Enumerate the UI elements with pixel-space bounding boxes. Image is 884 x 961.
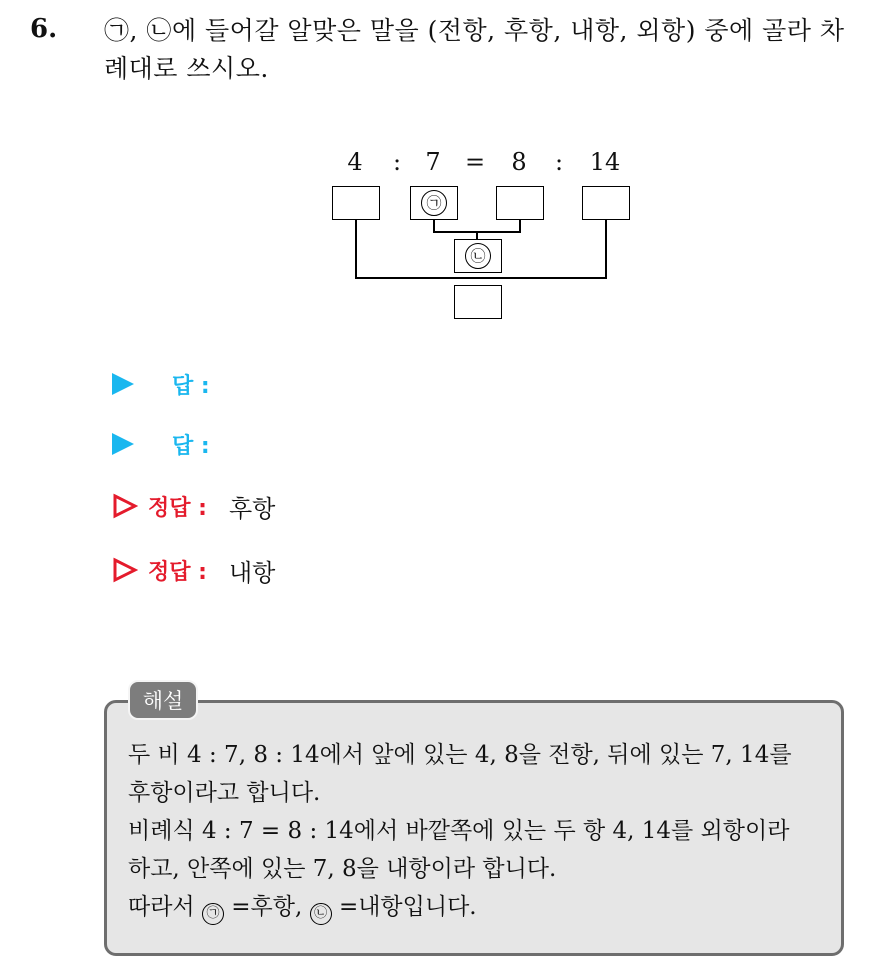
proportion-diagram bbox=[320, 148, 650, 328]
play-arrow-icon bbox=[112, 433, 134, 455]
explanation-line: 후항이라고 합니다. bbox=[128, 780, 321, 806]
blank-box-term-8 bbox=[496, 186, 544, 220]
outer-bracket-left bbox=[355, 220, 357, 278]
outline-arrow-icon bbox=[112, 557, 138, 583]
blank-box-term-14 bbox=[582, 186, 630, 220]
mark-box-giyeok bbox=[410, 186, 458, 220]
correct-answer-label: 정답 : bbox=[148, 559, 207, 585]
outline-arrow-icon bbox=[112, 493, 138, 519]
explanation-line: 하고, 안쪽에 있는 7, 8을 내항이라 합니다. bbox=[128, 856, 557, 882]
explanation-line-final: 따라서 ㉠ =후항, ㉡ =내항입니다. bbox=[128, 888, 828, 926]
nieun-circle-icon: ㉡ bbox=[310, 903, 332, 925]
colon-1: : bbox=[392, 148, 402, 176]
inner-bracket-stem bbox=[476, 231, 478, 239]
answer-row-2 bbox=[112, 424, 210, 464]
term-8: 8 bbox=[511, 148, 527, 176]
correct-answer-value: 후항 bbox=[228, 494, 276, 523]
answer-row-1 bbox=[112, 364, 210, 404]
correct-answer-row-2 bbox=[112, 550, 275, 590]
giyeok-circle-icon: ㉠ bbox=[202, 903, 224, 925]
answer-label: 답 : bbox=[172, 373, 210, 399]
explanation-text bbox=[128, 736, 828, 926]
correct-answer-row-1 bbox=[112, 486, 275, 526]
blank-box-term-4 bbox=[332, 186, 380, 220]
question-text: ㉠, ㉡에 들어갈 알맞은 말을 (전항, 후항, 내항, 외항) 중에 골라 차례대로 쓰시오. bbox=[104, 16, 845, 83]
question-number: 6. bbox=[30, 14, 58, 44]
term-4: 4 bbox=[347, 148, 363, 176]
correct-answer-value: 내항 bbox=[228, 558, 276, 587]
equals: = bbox=[464, 148, 486, 176]
term-14: 14 bbox=[589, 148, 621, 176]
mark-giyeok-symbol: ㉠ bbox=[104, 16, 130, 45]
giyeok-circle-icon: ㉠ bbox=[421, 190, 447, 216]
play-arrow-icon bbox=[112, 373, 134, 395]
outer-bracket-right bbox=[605, 220, 607, 278]
term-7: 7 bbox=[425, 148, 441, 176]
explanation-tab: 해설 bbox=[128, 680, 198, 720]
nieun-circle-icon: ㉡ bbox=[465, 243, 491, 269]
explanation-line: 비례식 4 : 7 = 8 : 14에서 바깥쪽에 있는 두 항 4, 14를 외항이라 bbox=[128, 818, 790, 844]
outer-bracket-bottom bbox=[355, 277, 607, 279]
mark-nieun-symbol: ㉡ bbox=[146, 16, 172, 45]
colon-2: : bbox=[554, 148, 564, 176]
correct-answer-label: 정답 : bbox=[148, 495, 207, 521]
mark-box-nieun bbox=[454, 239, 502, 273]
blank-box-outer bbox=[454, 285, 502, 319]
answer-label: 답 : bbox=[172, 433, 210, 459]
explanation-line: 두 비 4 : 7, 8 : 14에서 앞에 있는 4, 8을 전항, 뒤에 있는 7, 14를 bbox=[128, 742, 792, 768]
